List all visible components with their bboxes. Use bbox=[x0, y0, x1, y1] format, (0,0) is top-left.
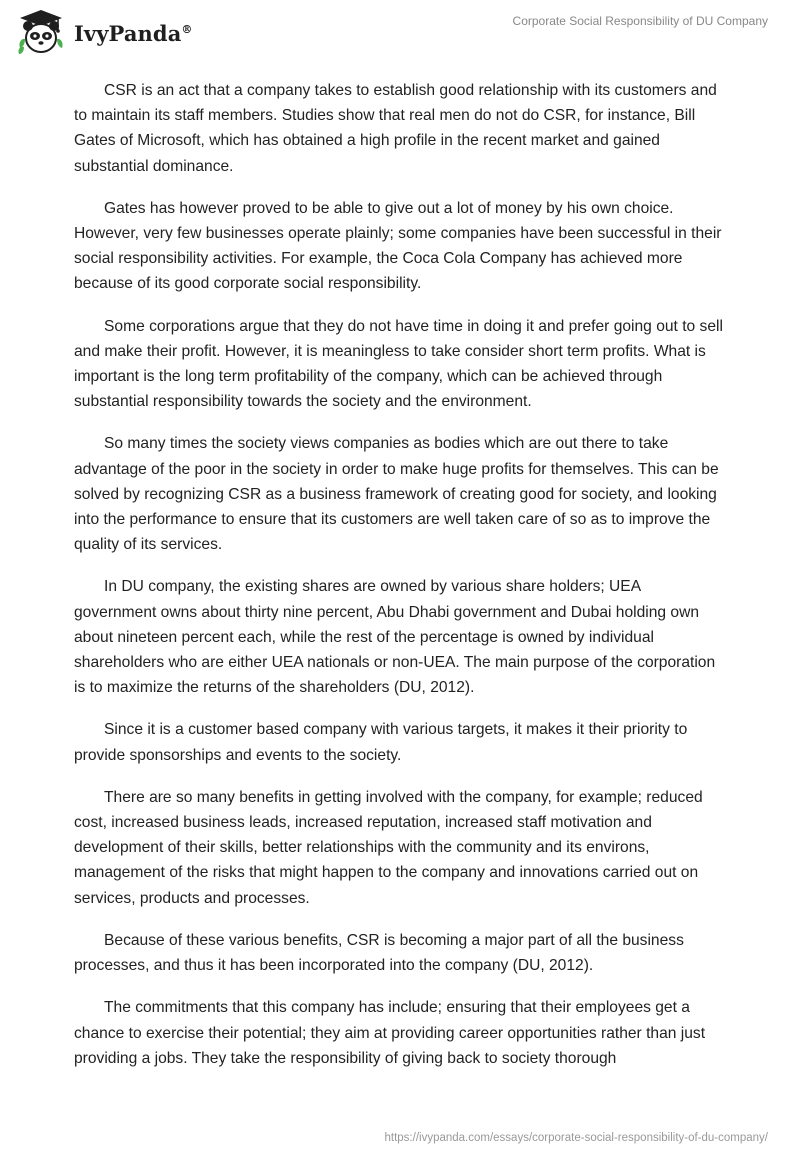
paragraph: So many times the society views companies as bodies which are out there to take advantage of the poor in the society in order to make huge profits for themselves. This can be solved by recognizing CSR as a business framework of creating good for society, and looking into the performance to ensure that its customers are well taken care of so as to improve the quality of its services. bbox=[74, 435, 719, 554]
paragraph: Some corporations argue that they do not have time in doing it and prefer going out to sell and make their profit. However, it is meaningless to take consider short term profits. What is important is the long term profitability of the company, which can be achieved through substantial responsibility towards the society and the environment. bbox=[74, 317, 723, 411]
registered-mark: ® bbox=[181, 22, 193, 36]
essay-body bbox=[74, 78, 726, 1088]
paragraph: Because of these various benefits, CSR is becoming a major part of all the business processes, and thus it has been incorporated into the company (DU, 2012). bbox=[74, 931, 684, 975]
page-header bbox=[0, 0, 800, 60]
brand-name: IvyPanda® bbox=[74, 20, 193, 46]
paragraph: In DU company, the existing shares are owned by various share holders; UEA government owns about thirty nine percent, Abu Dhabi government and Dubai holding own about nineteen percent each, while the rest of the percentage is owned by individual shareholders who are either UEA nationals or non-UEA. The main purpose of the corporation is to maximize the returns of the shareholders (DU, 2012). bbox=[74, 578, 716, 697]
paragraph: CSR is an act that a company takes to establish good relationship with its customers and to maintain its staff members. Studies show that real men do not do CSR, for instance, Bill Gates of Microsoft, which has obtained a high profile in the recent market and gained substantial dominance. bbox=[74, 82, 717, 175]
paragraph: Gates has however proved to be able to give out a lot of money by his own choice. However, very few businesses operate plainly; some companies have been successful in their social responsibility activities. For example, the Coca Cola Company has achieved more because of its good corporate social responsibility. bbox=[74, 199, 722, 293]
paragraph: There are so many benefits in getting involved with the company, for example; reduced cost, increased business leads, increased reputation, increased staff motivation and development of their skills, better relationships with the community and its environs, management of the risks that might happen to the company and innovations carried out on services, products and processes. bbox=[74, 788, 703, 907]
source-url[interactable]: https://ivypanda.com/essays/corporate-social-responsibility-of-du-company/ bbox=[384, 1132, 768, 1144]
paragraph: The commitments that this company has include; ensuring that their employees get a chance to exercise their potential; they aim at providing career opportunities rather than just providing a jobs. They take the responsibility of giving back to society thorough bbox=[74, 999, 706, 1067]
document-title: Corporate Social Responsibility of DU Company bbox=[512, 14, 768, 28]
paragraph: Since it is a customer based company with various targets, it makes it their priority to provide sponsorships and events to the society. bbox=[74, 721, 688, 764]
panda-graduate-logo-icon bbox=[16, 8, 66, 56]
ivypanda-logo[interactable] bbox=[16, 8, 193, 56]
